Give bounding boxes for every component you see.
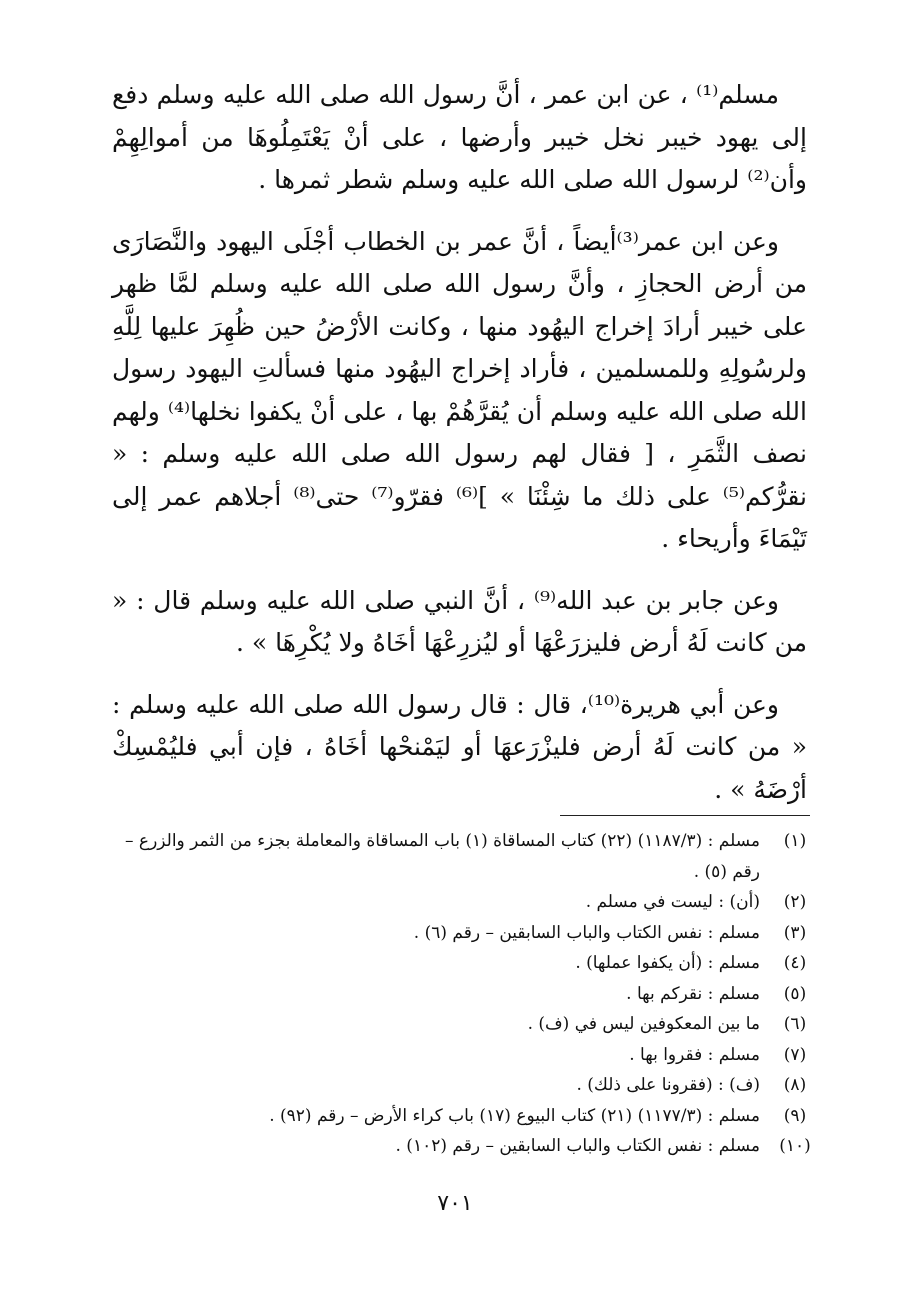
footnote-text: مسلم : نفس الكتاب والباب السابقين – رقم (٦) . xyxy=(413,922,760,943)
footnote-item xyxy=(110,1101,812,1132)
footnote-text: مسلم : (١١٧٧/٣) (٢١) كتاب البيوع (١٧) باب كراء الأرض – رقم (٩٢) . xyxy=(269,1105,760,1126)
footnote-item xyxy=(110,826,812,887)
footnote-number: (١٠) xyxy=(779,1136,811,1156)
footnote-number: (٨) xyxy=(783,1075,807,1095)
footnote-item xyxy=(110,979,812,1010)
footnote-text: مسلم : نفس الكتاب والباب السابقين – رقم (١٠٢) . xyxy=(395,1136,760,1156)
footnote-item xyxy=(110,1040,812,1071)
footnote-number: (٩) xyxy=(783,1105,807,1126)
footnotes-section xyxy=(110,826,812,1162)
paragraph-jabir: وعن جابر بن عبد الله⁽⁹⁾ ، أنَّ النبي صلى الله عليه وسلم قال : « من كانت لَهُ أرض فليزرَعْهَا أو ليُزرِعْهَا أخَاهُ ولا يُكْرِهَا » . xyxy=(112,585,807,657)
footnote-text: مسلم : (١١٨٧/٣) (٢٢) كتاب المساقاة (١) باب المساقاة والمعاملة بجزء من الثمر والزرع – رقم (٥) . xyxy=(125,831,760,882)
paragraph-ibn-umar-again: وعن ابن عمر⁽³⁾أيضاً ، أنَّ عمر بن الخطاب أجْلَى اليهود والنَّصَارَى من أرض الحجازِ ، وأنَّ رسول الله صلى الله عليه وسلم لمَّا ظهر على خيبر أرادَ إخراج اليهُود منها ، وكانت الأرْضُ حين ظُهِرَ عليها لِلَّهِ ولرسُولِهِ وللمسلمين ، فأراد إخراج اليهُود منها فسألتِ اليهود رسول الله صلى الله عليه وسلم أن يُقرَّهُمْ بها ، على أنْ يكفوا نخلها⁽⁴⁾ ولهم نصف الثَّمَرِ ، [ فقال لهم رسول الله صلى الله عليه وسلم : « نقرُّكم⁽⁵⁾ على ذلك ما شِئْنَا » ]⁽⁶⁾ فقرّو⁽⁷⁾ حتى⁽⁸⁾ أجلاهم عمر إلى تَيْمَاءَ وأريحاء . xyxy=(112,226,807,553)
footnote-text: مسلم : فقروا بها . xyxy=(629,1044,760,1065)
main-text-body xyxy=(112,74,807,811)
footnote-text: ما بين المعكوفين ليس في (ف) . xyxy=(527,1014,760,1034)
footnote-text: (أن) : ليست في مسلم . xyxy=(585,892,760,912)
footnote-number: (٦) xyxy=(783,1014,807,1034)
paragraph-abu-hurayra: وعن أبي هريرة⁽¹⁰⁾، قال : قال رسول الله صلى الله عليه وسلم : « من كانت لَهُ أرض فليزْرَعهَا أو ليَمْنحْها أخَاهُ ، فإن أبي فليُمْسِكْ أرْضَهُ » . xyxy=(112,689,807,804)
paragraph-muslim-ibn-umar: مسلم⁽¹⁾ ، عن ابن عمر ، أنَّ رسول الله صلى الله عليه وسلم دفع إلى يهود خيبر نخل خيبر وأرضها ، على أنْ يَعْتَمِلُوهَا من أموالِهِمْ وأن⁽²⁾ لرسول الله صلى الله عليه وسلم شطر ثمرها . xyxy=(112,80,807,194)
footnote-text: (ف) : (فقرونا على ذلك) . xyxy=(576,1075,760,1095)
footnote-number: (٤) xyxy=(783,953,807,973)
footnote-item xyxy=(110,1009,812,1040)
footnote-text: مسلم : نقركم بها . xyxy=(626,983,760,1004)
footnote-number: (٣) xyxy=(783,922,807,943)
footnote-item xyxy=(110,918,812,949)
footnote-number: (٧) xyxy=(783,1044,807,1065)
footnote-text: مسلم : (أن يكفوا عملها) . xyxy=(575,953,760,973)
footnote-item xyxy=(110,1131,812,1162)
footnote-number: (١) xyxy=(783,831,807,851)
footnote-number: (٥) xyxy=(783,983,807,1004)
page-number: ٧٠١ xyxy=(437,1191,473,1216)
footnote-divider xyxy=(560,815,810,816)
footnote-item xyxy=(110,948,812,979)
footnote-item xyxy=(110,887,812,918)
footnote-number: (٢) xyxy=(783,892,807,912)
footnote-item xyxy=(110,1070,812,1101)
